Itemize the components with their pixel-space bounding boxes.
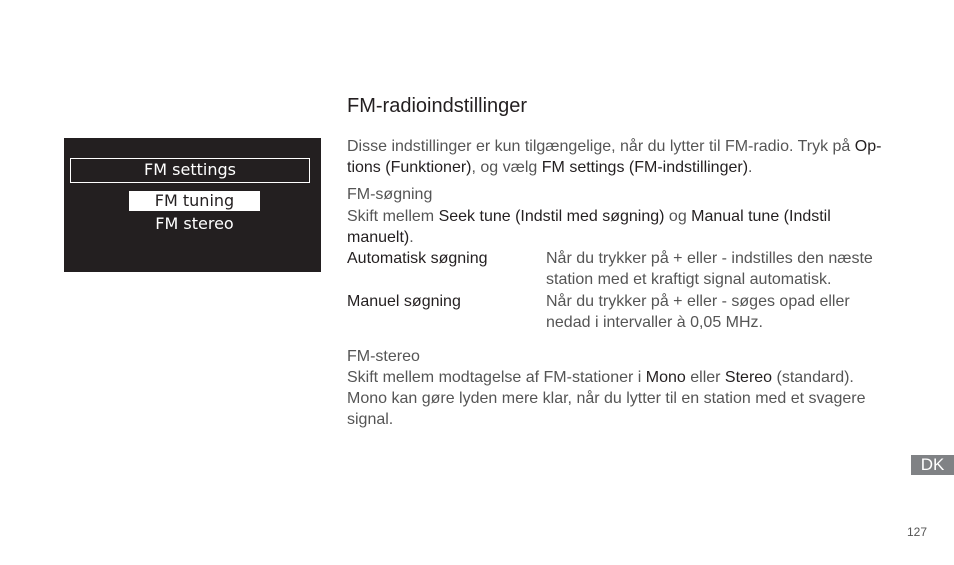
auto-search-term: Automatisk søgning: [347, 250, 488, 267]
intro-line-2: tions (Funktioner), og vælg FM settings (FM-indstillinger).: [347, 159, 753, 176]
tuning-heading: FM-søgning: [347, 186, 433, 203]
page-title: FM-radioindstillinger: [347, 95, 528, 117]
auto-search-desc-2: station med et kraftigt signal automatisk.: [546, 271, 832, 288]
menu-item-fm-tuning: FM tuning: [129, 191, 260, 211]
menu-item-fm-stereo: FM stereo: [155, 214, 234, 233]
menu-title: FM settings: [70, 158, 310, 183]
device-screen: [64, 138, 321, 272]
language-badge: DK: [911, 455, 954, 475]
manual-search-desc-2: nedad i intervaller à 0,05 MHz.: [546, 314, 763, 331]
stereo-line-3: signal.: [347, 411, 394, 428]
page-number: 127: [907, 525, 928, 539]
manual-search-term: Manuel søgning: [347, 293, 461, 310]
tuning-line-1: Skift mellem Seek tune (Indstil med søgning) og Manual tune (Indstil: [347, 208, 831, 225]
intro-line-1: Disse indstillinger er kun tilgængelige, når du lytter til FM-radio. Tryk på Op-: [347, 138, 882, 155]
stereo-line-1: Skift mellem modtagelse af FM-stationer i Mono eller Stereo (standard).: [347, 369, 854, 386]
stereo-line-2: Mono kan gøre lyden mere klar, når du lytter til en station med et svagere: [347, 390, 866, 407]
auto-search-desc-1: Når du trykker på + eller - indstilles den næste: [546, 250, 873, 267]
manual-search-desc-1: Når du trykker på + eller - søges opad eller: [546, 293, 850, 310]
tuning-line-2: manuelt).: [347, 229, 414, 246]
stereo-heading: FM-stereo: [347, 348, 420, 365]
